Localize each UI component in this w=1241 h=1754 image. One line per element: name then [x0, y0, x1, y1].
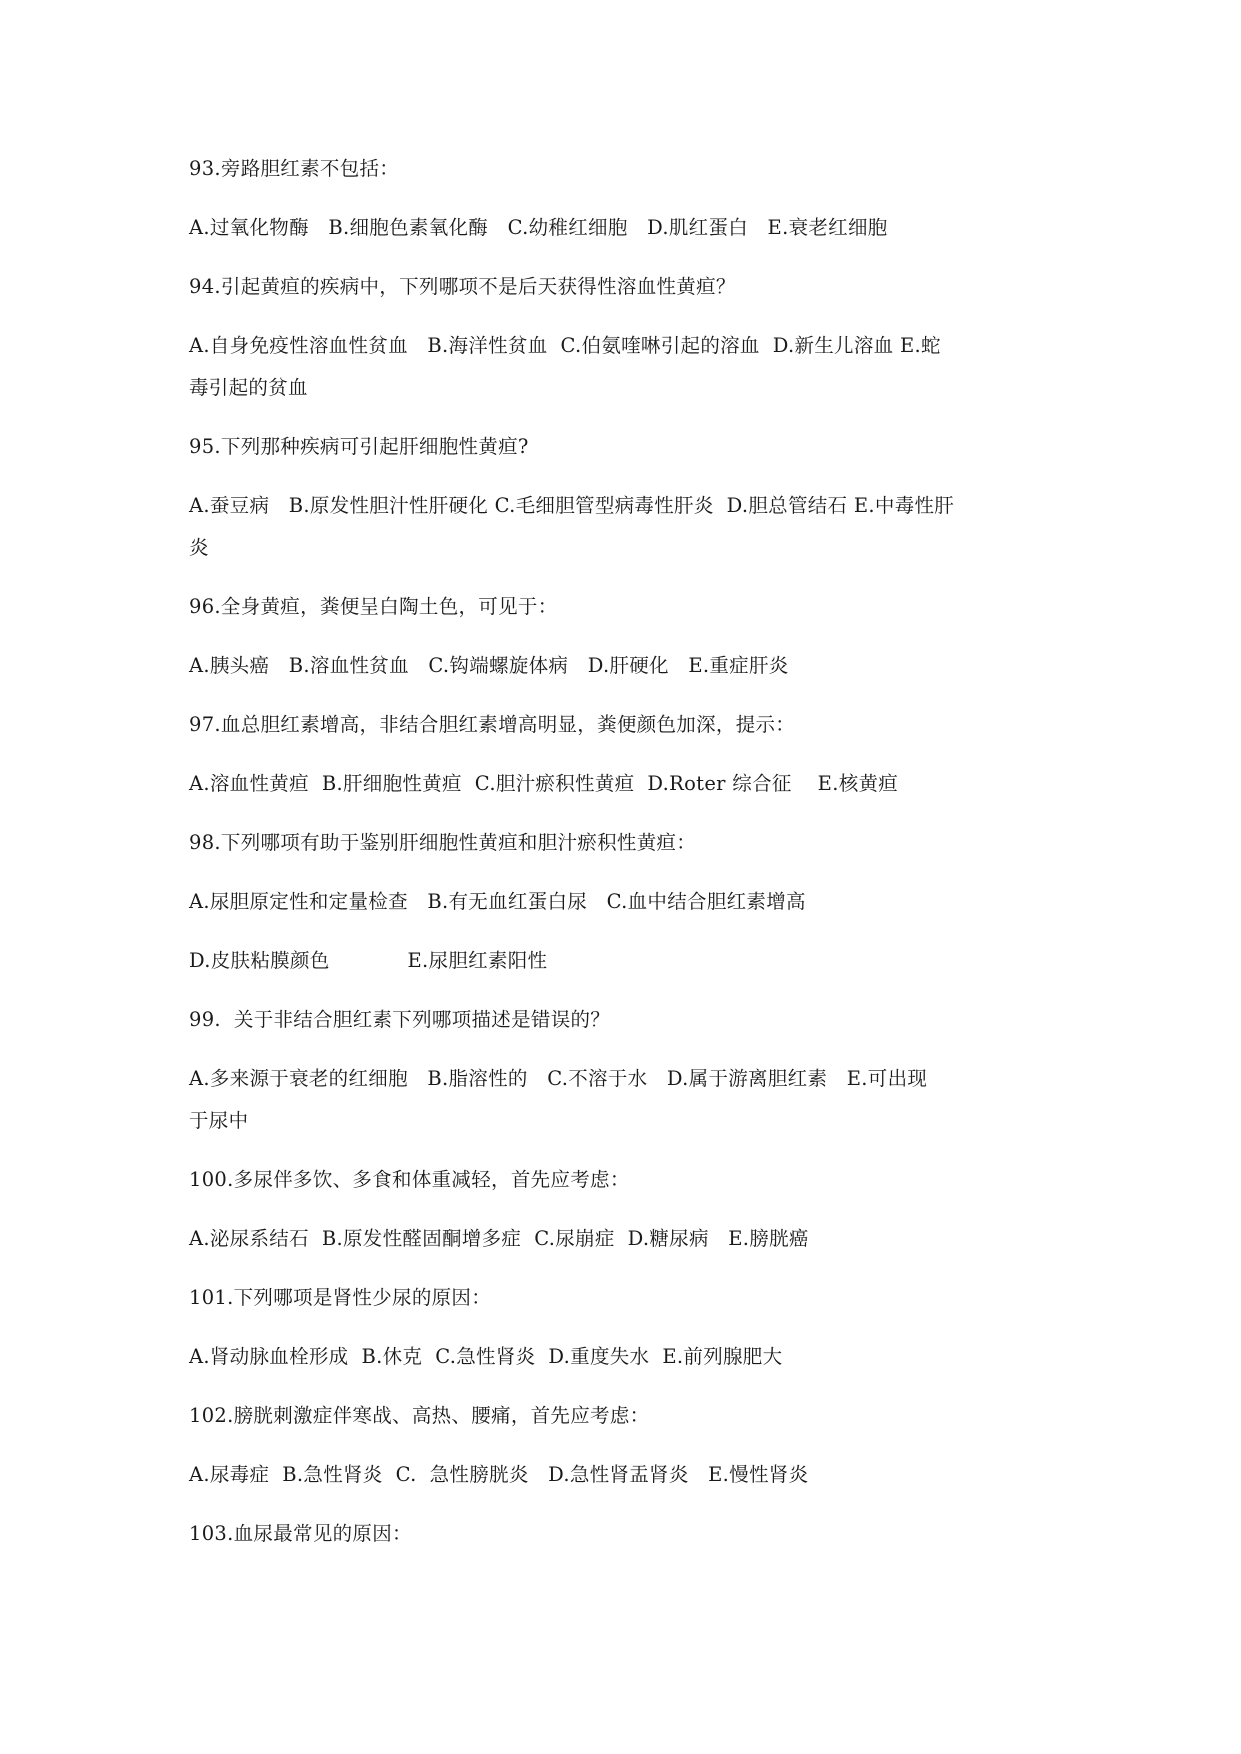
question-99-options-cont: 于尿中: [189, 1109, 249, 1132]
question-93-options: A.过氧化物酶 B.细胞色素氧化酶 C.幼稚红细胞 D.肌红蛋白 E.衰老红细胞: [189, 216, 888, 239]
question-96: 96.全身黄疸，粪便呈白陶土色，可见于：: [189, 595, 558, 618]
question-94: 94.引起黄疸的疾病中，下列哪项不是后天获得性溶血性黄疸？: [189, 275, 736, 298]
question-98-options-cont: D.皮肤粘膜颜色 E.尿胆红素阳性: [189, 949, 548, 972]
question-100: 100.多尿伴多饮、多食和体重减轻，首先应考虑：: [189, 1168, 630, 1191]
question-98: 98.下列哪项有助于鉴别肝细胞性黄疸和胆汁瘀积性黄疸：: [189, 831, 697, 854]
question-102: 102.膀胱刺激症伴寒战、高热、腰痛，首先应考虑：: [189, 1404, 650, 1427]
question-101: 101.下列哪项是肾性少尿的原因：: [189, 1286, 492, 1309]
question-96-options: A.胰头癌 B.溶血性贫血 C.钩端螺旋体病 D.肝硬化 E.重症肝炎: [189, 654, 789, 677]
question-98-options: A.尿胆原定性和定量检查 B.有无血红蛋白尿 C.血中结合胆红素增高: [189, 890, 806, 913]
question-94-options-cont: 毒引起的贫血: [189, 376, 308, 399]
question-99-options: A.多来源于衰老的红细胞 B.脂溶性的 C.不溶于水 D.属于游离胆红素 E.可出现: [189, 1067, 928, 1090]
question-103: 103.血尿最常见的原因：: [189, 1522, 412, 1545]
question-95-options-cont: 炎: [189, 536, 209, 559]
question-94-options: A.自身免疫性溶血性贫血 B.海洋性贫血 C.伯氨喹啉引起的溶血 D.新生儿溶血 E.蛇: [189, 334, 941, 357]
question-102-options: A.尿毒症 B.急性肾炎 C. 急性膀胱炎 D.急性肾盂肾炎 E.慢性肾炎: [189, 1463, 809, 1486]
question-95: 95.下列那种疾病可引起肝细胞性黄疸?: [189, 435, 529, 458]
question-97: 97.血总胆红素增高，非结合胆红素增高明显，粪便颜色加深，提示：: [189, 713, 796, 736]
question-list: [189, 148, 1059, 1555]
question-93: 93.旁路胆红素不包括：: [189, 157, 400, 180]
question-95-options: A.蚕豆病 B.原发性胆汁性肝硬化 C.毛细胆管型病毒性肝炎 D.胆总管结石 E.中毒性肝: [189, 494, 955, 517]
question-100-options: A.泌尿系结石 B.原发性醛固酮增多症 C.尿崩症 D.糖尿病 E.膀胱癌: [189, 1227, 809, 1250]
question-97-options: A.溶血性黄疸 B.肝细胞性黄疸 C.胆汁瘀积性黄疸 D.Roter 综合征 E.核黄疸: [189, 772, 899, 795]
question-99: 99. 关于非结合胆红素下列哪项描述是错误的？: [189, 1008, 611, 1031]
question-101-options: A.肾动脉血栓形成 B.休克 C.急性肾炎 D.重度失水 E.前列腺肥大: [189, 1345, 783, 1368]
